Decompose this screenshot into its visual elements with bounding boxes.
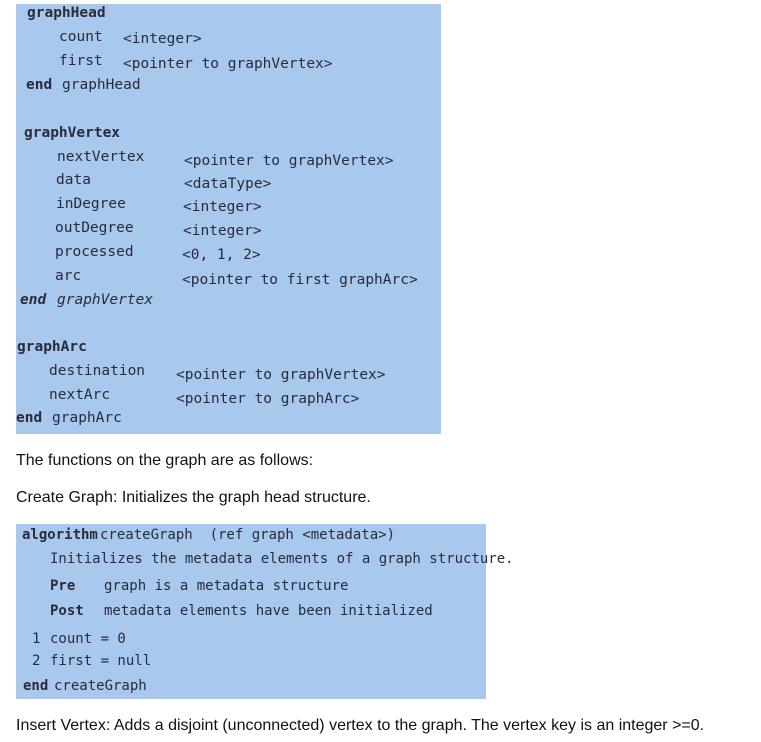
graph-vertex-field-name: processed	[55, 244, 134, 260]
graph-vertex-field-type: <integer>	[183, 223, 262, 239]
graph-head-field-type: <pointer to graphVertex>	[123, 56, 333, 72]
step-code: count = 0	[50, 631, 126, 647]
precondition-text: graph is a metadata structure	[104, 578, 349, 594]
graph-vertex-title: graphVertex	[24, 125, 121, 141]
algorithm-end-keyword: end	[23, 678, 49, 694]
graph-head-field-type: <integer>	[123, 31, 202, 47]
structure-definitions-panel	[16, 4, 441, 434]
precondition-label: Pre	[50, 578, 76, 594]
postcondition-text: metadata elements have been initialized	[104, 603, 433, 619]
algorithm-description: Initializes the metadata elements of a graph structure.	[50, 551, 514, 567]
algorithm-signature: createGraph (ref graph <metadata>)	[100, 527, 396, 543]
graph-head-title: graphHead	[27, 5, 106, 21]
graph-head-end-keyword: end	[26, 77, 53, 93]
graph-vertex-field-type: <0, 1, 2>	[182, 247, 261, 263]
graph-vertex-field-name: inDegree	[56, 196, 126, 212]
graph-arc-title: graphArc	[17, 339, 87, 355]
functions-intro-text: The functions on the graph are as follows:	[16, 452, 314, 469]
graph-vertex-field-name: data	[56, 172, 91, 188]
graph-vertex-field-name: outDegree	[55, 220, 134, 236]
step-number: 1	[32, 631, 41, 647]
algorithm-end-name: createGraph	[54, 678, 147, 694]
graph-vertex-end-name: graphVertex	[57, 292, 154, 308]
graph-vertex-field-type: <pointer to first graphArc>	[182, 272, 418, 288]
graph-vertex-field-type: <dataType>	[184, 176, 272, 192]
graph-arc-field-type: <pointer to graphVertex>	[176, 367, 386, 383]
postcondition-label: Post	[50, 603, 84, 619]
create-graph-algorithm-panel	[16, 524, 514, 699]
step-code: first = null	[50, 653, 152, 669]
graph-arc-end-keyword: end	[16, 410, 43, 426]
insert-vertex-description: Insert Vertex: Adds a disjoint (unconnected) vertex to the graph. The vertex key is an integer >=0.	[16, 717, 705, 734]
graph-arc-field-name: nextArc	[49, 387, 111, 403]
step-number: 2	[32, 653, 41, 669]
graph-arc-end-name: graphArc	[52, 410, 122, 426]
graph-arc-field-name: destination	[49, 363, 146, 379]
graph-head-end-name: graphHead	[62, 77, 141, 93]
graph-arc-field-type: <pointer to graphArc>	[176, 391, 360, 407]
create-graph-description: Create Graph: Initializes the graph head structure.	[16, 489, 371, 506]
graph-head-field-name: count	[59, 29, 103, 45]
graph-vertex-field-name: arc	[55, 268, 82, 284]
graph-vertex-field-type: <integer>	[183, 199, 262, 215]
graph-vertex-end-keyword: end	[20, 292, 47, 308]
graph-vertex-field-type: <pointer to graphVertex>	[184, 153, 394, 169]
graph-vertex-field-name: nextVertex	[57, 149, 145, 165]
graph-head-field-name: first	[59, 53, 103, 69]
algorithm-keyword: algorithm	[22, 527, 98, 543]
